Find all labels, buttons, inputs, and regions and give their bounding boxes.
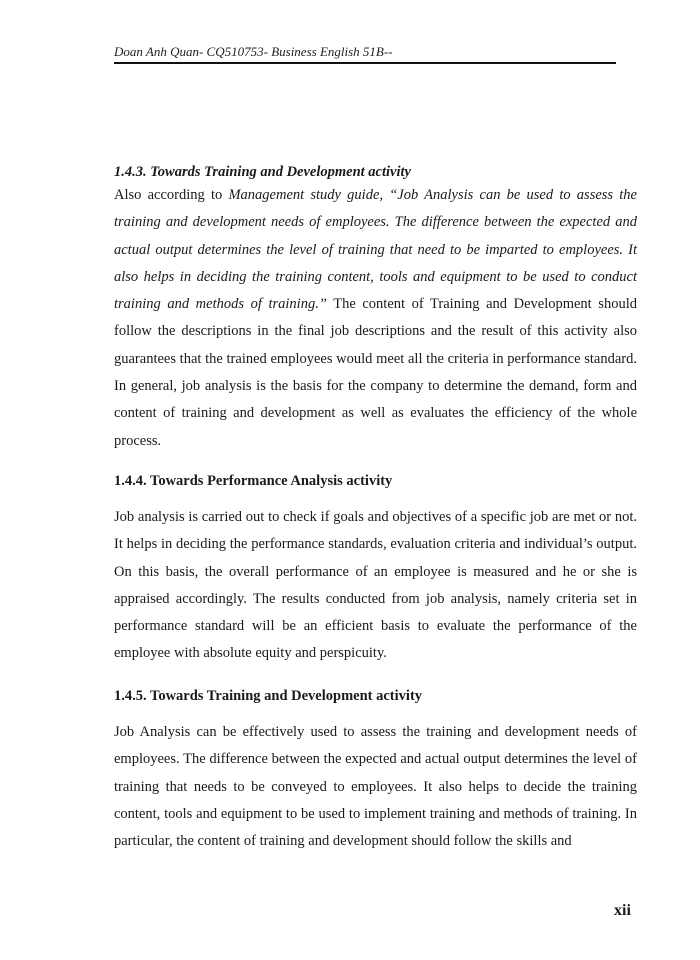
section-paragraph: Job analysis is carried out to check if goals and objectives of a specific job are met or not. It helps in deciding the performance standards, evaluation criteria and individual’s output. On this basis, the overall performance of an employee is measured and he or she is appraised accordingly. The results conducted from job analysis, namely criteria set in performance standard will be an efficient basis to evaluate the performance of the employee with absolute equity and perspicuity. xyxy=(114,509,637,662)
section-performance-analysis xyxy=(114,471,637,668)
intro-text: Also according to xyxy=(114,187,229,203)
section-training-development-2 xyxy=(114,686,637,855)
section-heading: 1.4.5. Towards Training and Development activity xyxy=(114,688,423,704)
running-header: Doan Anh Quan- CQ510753- Business English 51B-- xyxy=(114,44,616,64)
section-paragraph xyxy=(114,182,637,455)
section-heading: 1.4.4. Towards Performance Analysis activity xyxy=(114,473,393,489)
body-text: The content of Training and Development should follow the descriptions in the final job descriptions and the result of this activity also guarantees that the trained employees would meet all the criteria in performance standard. In general, job analysis is the basis for the company to determine the demand, form and content of training and development as well as evaluates the efficiency of the whole process. xyxy=(114,296,637,449)
section-training-development-1 xyxy=(114,162,637,455)
quoted-text: “Job Analysis can be used to assess the training and development needs of employees. The difference between the expected and actual output determines the level of training that need to be imparted to employees. It also helps in deciding the training content, tools and equipment to be used to conduct training and methods of training.” xyxy=(114,187,637,313)
source-citation: Management study guide, xyxy=(228,187,384,203)
page-number: xii xyxy=(614,902,631,919)
section-paragraph: Job Analysis can be effectively used to assess the training and development needs of employees. The difference between the expected and actual output determines the level of training that needs to be conveyed to employees. It also helps to decide the training content, tools and equipment to be used to implement training and methods of training. In particular, the content of training and development should follow the skills and xyxy=(114,724,637,850)
section-heading: 1.4.3. Towards Training and Development activity xyxy=(114,164,411,180)
